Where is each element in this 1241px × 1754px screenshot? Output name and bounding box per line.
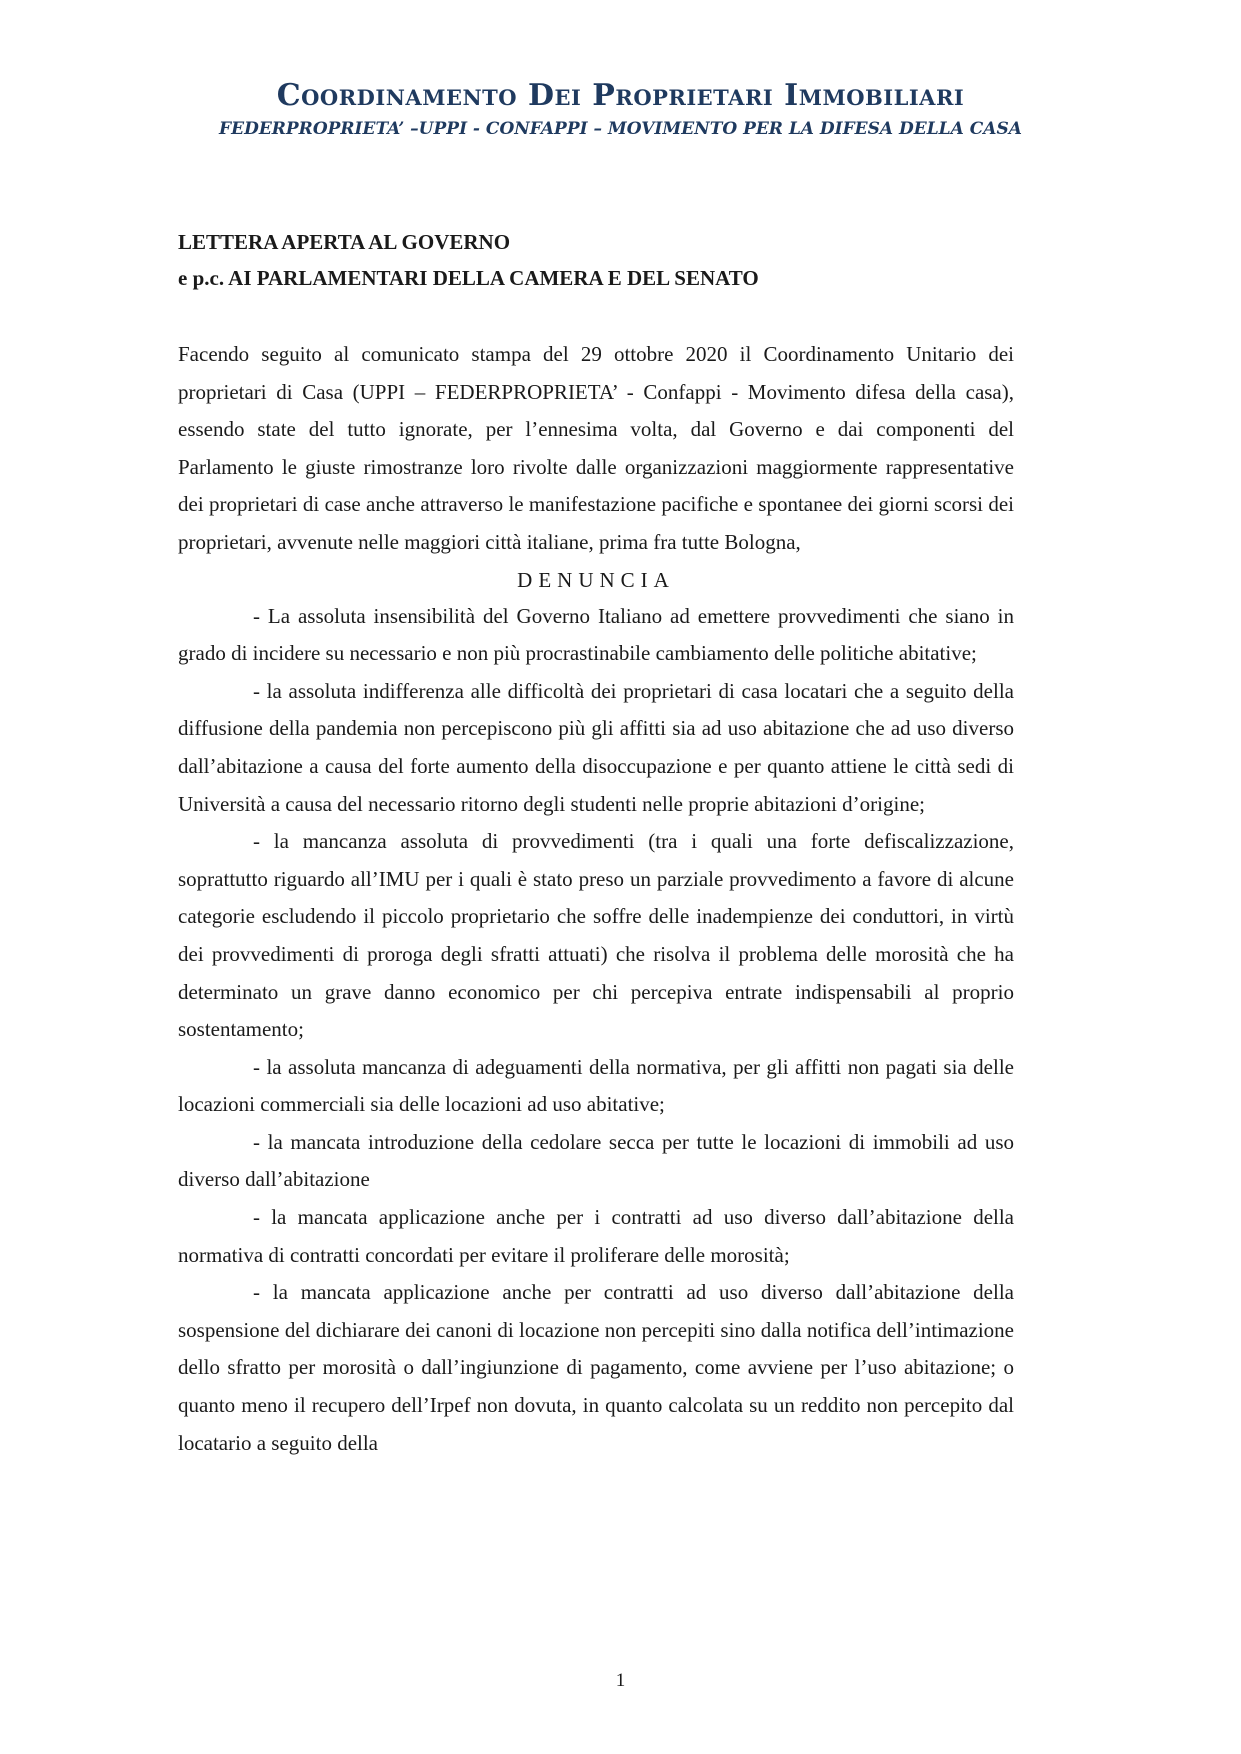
denuncia-item-5: - la mancata introduzione della cedolare secca per tutte le locazioni di immobili ad uso diverso dall’abitazione	[178, 1129, 1014, 1192]
document-header	[0, 78, 1241, 142]
denuncia-item-4: - la assoluta mancanza di adeguamenti della normativa, per gli affitti non pagati sia delle locazioni commerciali sia delle locazioni ad uso abitative;	[178, 1054, 1014, 1117]
letter-heading-2: e p.c. AI PARLAMENTARI DELLA CAMERA E DEL SENATO	[178, 266, 759, 290]
organization-subtitle: FEDERPROPRIETA’ –UPPI - CONFAPPI – MOVIMENTO PER LA DIFESA DELLA CASA	[219, 119, 1022, 139]
page-number: 1	[615, 1670, 626, 1691]
denuncia-item-7: - la mancata applicazione anche per contratti ad uso diverso dall’abitazione della sospensione del dichiarare dei canoni di locazione non percepiti sino dalla notifica dell’intimazione dello sfratto per morosità o dall’ingiunzione di pagamento, come avviene per l’uso abitazione; o quanto meno il recupero dell’Irpef non dovuta, in quanto calcolata su un reddito non percepito dal locatario a seguito della	[178, 1280, 1014, 1455]
organization-title: Coordinamento Dei Proprietari Immobiliari	[276, 78, 965, 113]
letter-heading-1: LETTERA APERTA AL GOVERNO	[178, 230, 511, 254]
denuncia-item-3: - la mancanza assoluta di provvedimenti (tra i quali una forte defiscalizzazione, soprattutto riguardo all’IMU per i quali è stato preso un parziale provvedimento a favore di alcune categorie escludendo il piccolo proprietario che soffre delle inadempienze dei conduttori, in virtù dei provvedimenti di proroga degli sfratti attuati) che risolva il problema delle morosità che ha determinato un grave danno economico per chi percepiva entrate indispensabili al proprio sostentamento;	[178, 829, 1014, 1042]
letter-body	[178, 224, 1014, 1462]
denuncia-title: DENUNCIA	[517, 567, 675, 592]
intro-paragraph: Facendo seguito al comunicato stampa del 29 ottobre 2020 il Coordinamento Unitario dei proprietari di Casa (UPPI – FEDERPROPRIETA’ - Confappi - Movimento difesa della casa), essendo state del tutto ignorate, per l’ennesima volta, dal Governo e dai componenti del Parlamento le giuste rimostranze loro rivolte dalle organizzazioni maggiormente rappresentative dei proprietari di case anche attraverso le manifestazione pacifiche e spontanee dei giorni scorsi dei proprietari, avvenute nelle maggiori città italiane, prima fra tutte Bologna,	[178, 342, 1014, 554]
denuncia-item-6: - la mancata applicazione anche per i contratti ad uso diverso dall’abitazione della normativa di contratti concordati per evitare il proliferare delle morosità;	[178, 1205, 1014, 1267]
denuncia-item-1: - La assoluta insensibilità del Governo Italiano ad emettere provvedimenti che siano in grado di incidere su necessario e non più procrastinabile cambiamento delle politiche abitative;	[178, 603, 1014, 666]
denuncia-item-2: - la assoluta indifferenza alle difficoltà dei proprietari di casa locatari che a seguito della diffusione della pandemia non percepiscono più gli affitti sia ad uso abitazione che ad uso diverso dall’abitazione a causa del forte aumento della disoccupazione e per quanto attiene le città sedi di Università a causa del necessario ritorno degli studenti nelle proprie abitazioni d’origine;	[178, 678, 1014, 816]
